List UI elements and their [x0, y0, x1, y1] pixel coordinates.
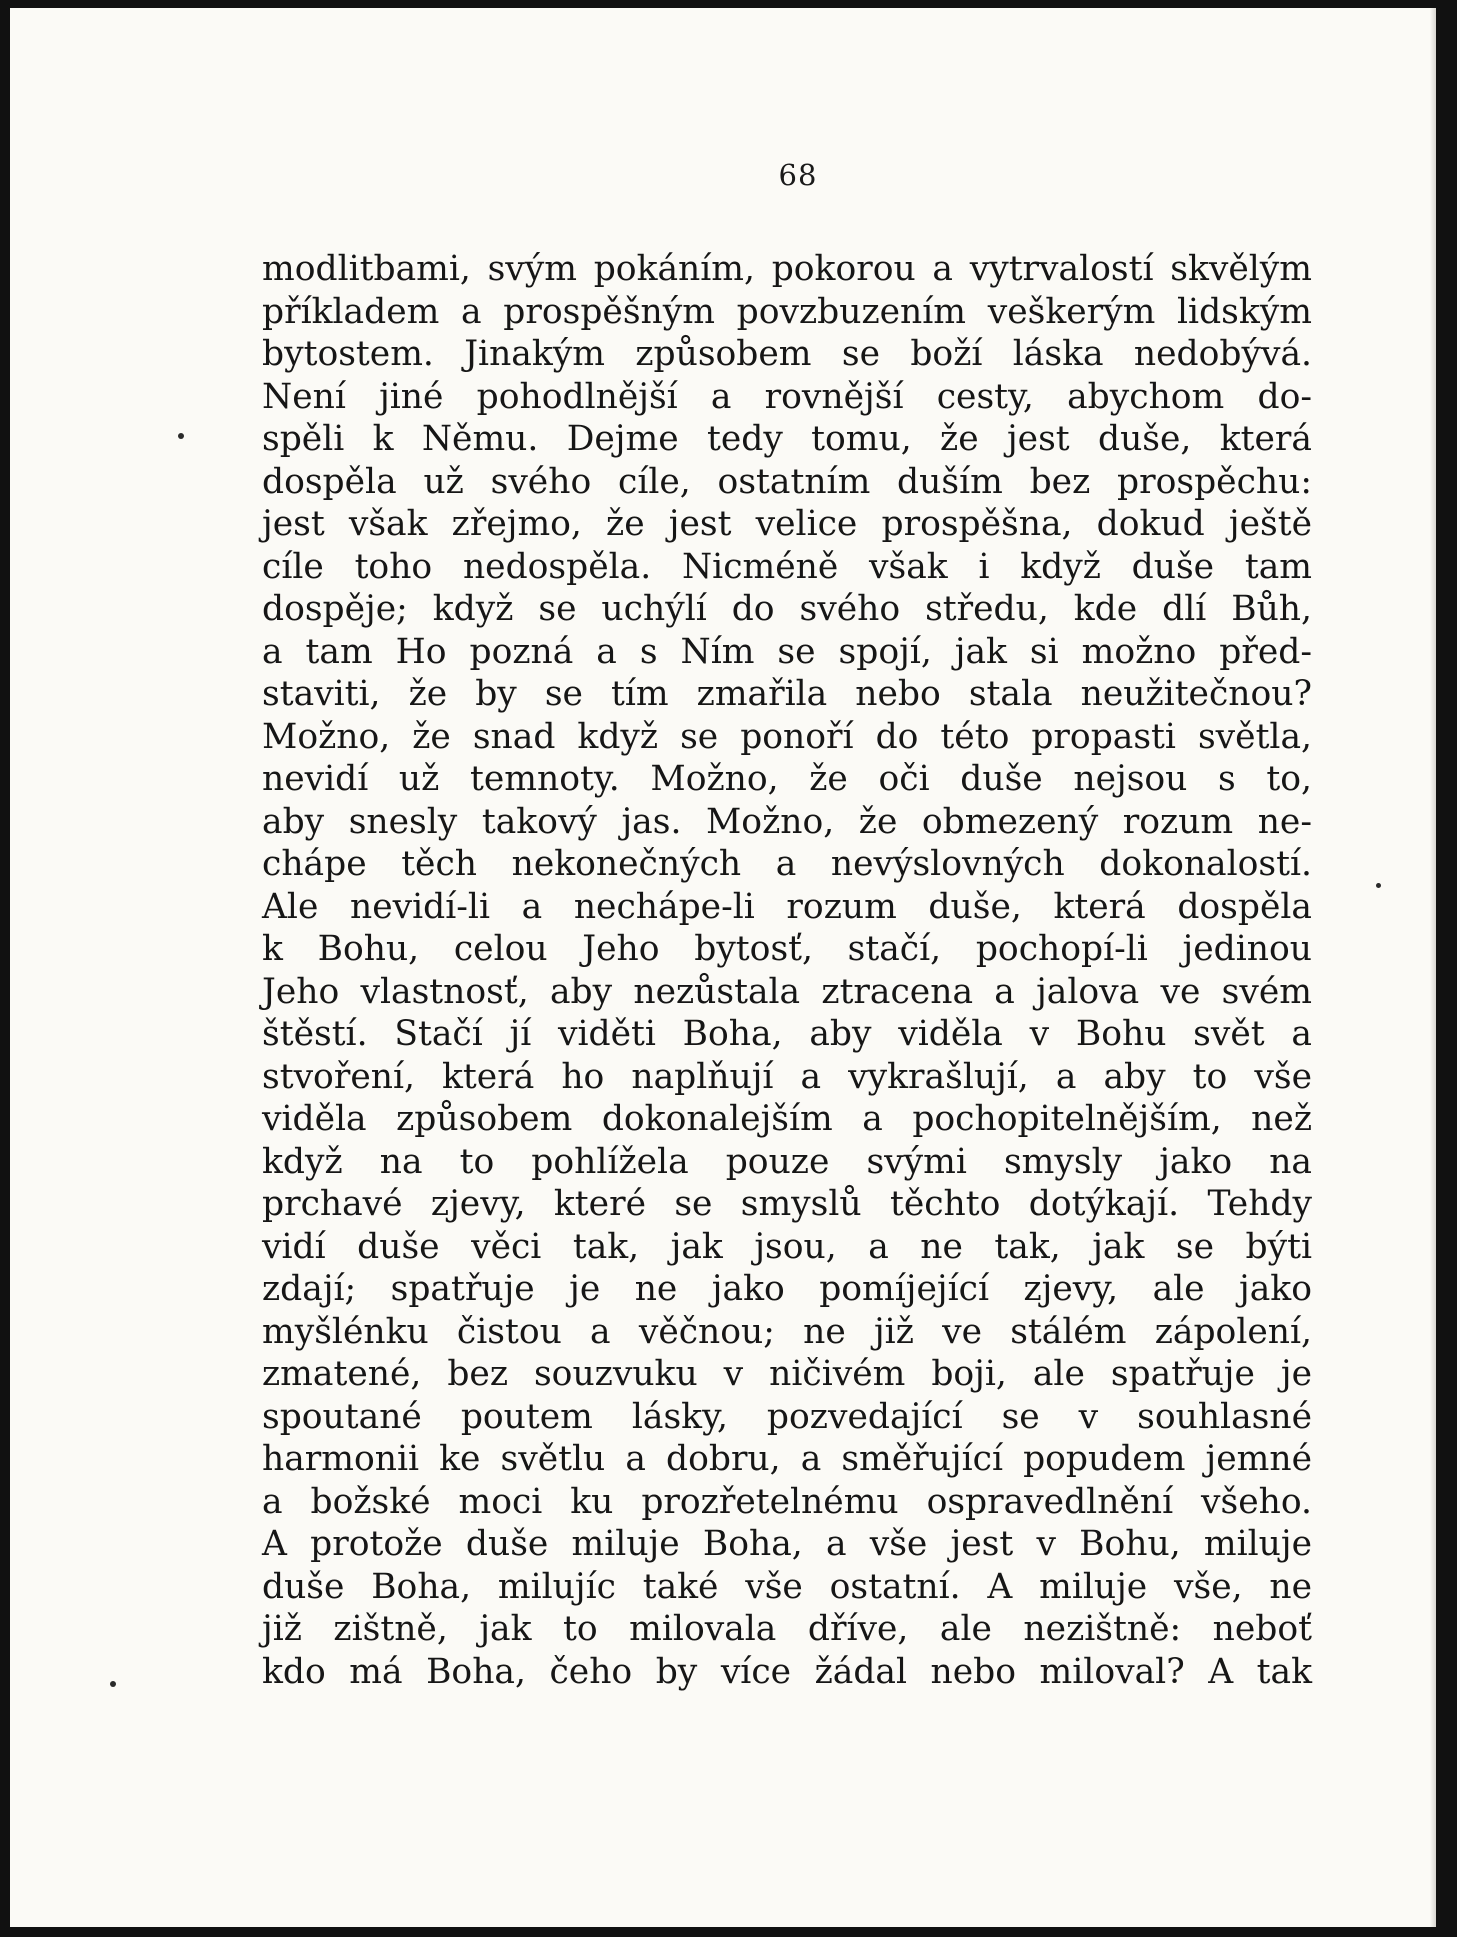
- print-speck: [110, 1681, 116, 1687]
- body-text: [262, 248, 1312, 1693]
- text-line: prchavé zjevy, které se smyslů těchto dotýkají. Tehdy: [262, 1184, 1312, 1224]
- text-line: dospěla už svého cíle, ostatním duším bez prospěchu:: [262, 461, 1312, 502]
- text-line: a tam Ho pozná a s Ním se spojí, jak si možno před-: [262, 631, 1312, 672]
- text-line: a božské moci ku prozřetelnému ospravedlnění všeho.: [262, 1481, 1312, 1522]
- text-line: viděla způsobem dokonalejším a pochopitelnějším, než: [262, 1099, 1312, 1139]
- text-line: modlitbami, svým pokáním, pokorou a vytrvalostí skvělým: [262, 249, 1312, 289]
- page-edge-shadow: [1430, 8, 1436, 1927]
- text-line: spěli k Němu. Dejme tedy tomu, že jest duše, která: [262, 419, 1312, 459]
- print-speck: [178, 433, 184, 439]
- text-line: kdo má Boha, čeho by více žádal nebo miloval? A tak: [262, 1651, 1312, 1692]
- text-line: když na to pohlížela pouze svými smysly jako na: [262, 1141, 1312, 1182]
- text-line: chápe těch nekonečných a nevýslovných dokonalostí.: [262, 844, 1312, 884]
- text-line: nevidí už temnoty. Možno, že oči duše nejsou s to,: [262, 759, 1312, 799]
- text-line: spoutané poutem lásky, pozvedající se v souhlasné: [262, 1396, 1312, 1437]
- page-number: 68: [778, 158, 818, 192]
- print-speck: [1376, 883, 1381, 888]
- text-line: cíle toho nedospěla. Nicméně však i když duše tam: [262, 546, 1312, 587]
- text-line: jest však zřejmo, že jest velice prospěšna, dokud ještě: [262, 504, 1312, 544]
- text-line: Možno, že snad když se ponoří do této propasti světla,: [262, 716, 1312, 757]
- text-line: harmonii ke světlu a dobru, a směřující popudem jemné: [262, 1439, 1312, 1479]
- text-line: k Bohu, celou Jeho bytosť, stačí, pochopí-li jedinou: [262, 929, 1312, 969]
- text-line: stvoření, která ho naplňují a vykrašlují, a aby to vše: [262, 1056, 1312, 1097]
- text-line: Není jiné pohodlnější a rovnější cesty, abychom do-: [262, 376, 1312, 417]
- text-line: bytostem. Jinakým způsobem se boží láska nedobývá.: [262, 334, 1312, 374]
- text-line: aby snesly takový jas. Možno, že obmezený rozum ne-: [262, 801, 1312, 842]
- text-line: příkladem a prospěšným povzbuzením veškerým lidským: [262, 291, 1312, 332]
- text-line: A protože duše miluje Boha, a vše jest v Bohu, miluje: [262, 1524, 1312, 1564]
- text-line: Ale nevidí-li a nechápe-li rozum duše, která dospěla: [262, 886, 1312, 927]
- text-line: Jeho vlastnosť, aby nezůstala ztracena a jalova ve svém: [262, 971, 1312, 1012]
- text-line: štěstí. Stačí jí viděti Boha, aby viděla v Bohu svět a: [262, 1014, 1312, 1054]
- text-line: duše Boha, milujíc také vše ostatní. A miluje vše, ne: [262, 1566, 1312, 1607]
- book-page: [10, 8, 1436, 1927]
- text-line: myšlénku čistou a věčnou; ne již ve stálém zápolení,: [262, 1311, 1312, 1352]
- text-line: již zištně, jak to milovala dříve, ale nezištně: neboť: [262, 1609, 1312, 1649]
- text-line: staviti, že by se tím zmařila nebo stala neužitečnou?: [262, 674, 1312, 714]
- text-line: dospěje; když se uchýlí do svého středu, kde dlí Bůh,: [262, 589, 1312, 629]
- text-line: zmatené, bez souzvuku v ničivém boji, ale spatřuje je: [262, 1354, 1312, 1394]
- text-line: vidí duše věci tak, jak jsou, a ne tak, jak se býti: [262, 1226, 1312, 1267]
- text-line: zdají; spatřuje je ne jako pomíjející zjevy, ale jako: [262, 1269, 1312, 1309]
